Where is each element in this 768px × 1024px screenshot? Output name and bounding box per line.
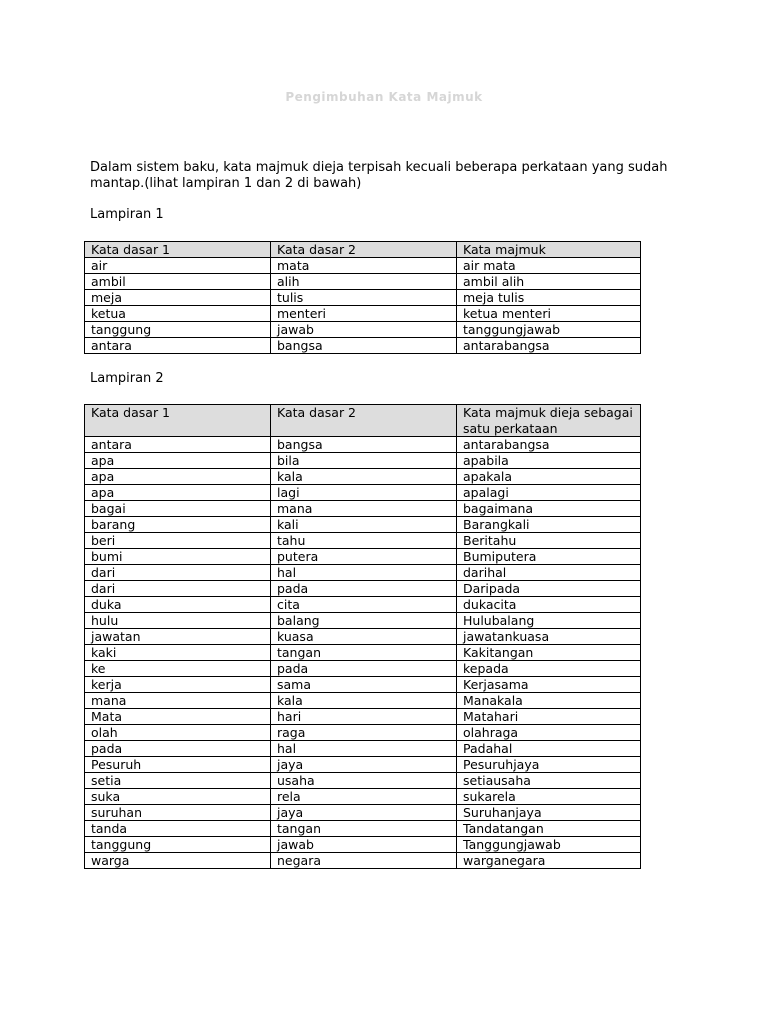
header-kata-dasar-2: Kata dasar 2 <box>271 405 457 437</box>
cell-kata-dasar-1: bagai <box>85 501 271 517</box>
lampiran-2-label: Lampiran 2 <box>90 371 164 386</box>
table-row <box>85 821 641 837</box>
table-row <box>85 322 641 338</box>
table-row <box>85 613 641 629</box>
cell-kata-majmuk: Beritahu <box>457 533 641 549</box>
lampiran-1-body <box>85 258 641 354</box>
table-row <box>85 725 641 741</box>
table-row <box>85 437 641 453</box>
table-row <box>85 805 641 821</box>
cell-kata-majmuk: sukarela <box>457 789 641 805</box>
cell-kata-majmuk: Suruhanjaya <box>457 805 641 821</box>
cell-kata-majmuk: Hulubalang <box>457 613 641 629</box>
cell-kata-dasar-2: jawab <box>271 322 457 338</box>
cell-kata-majmuk: Pesuruhjaya <box>457 757 641 773</box>
cell-kata-dasar-1: hulu <box>85 613 271 629</box>
cell-kata-majmuk: antarabangsa <box>457 437 641 453</box>
cell-kata-majmuk: dukacita <box>457 597 641 613</box>
table-row <box>85 549 641 565</box>
cell-kata-dasar-2: tangan <box>271 821 457 837</box>
table-row <box>85 485 641 501</box>
document-title: Pengimbuhan Kata Majmuk <box>285 90 483 104</box>
cell-kata-dasar-1: barang <box>85 517 271 533</box>
cell-kata-dasar-2: cita <box>271 597 457 613</box>
cell-kata-dasar-1: meja <box>85 290 271 306</box>
table-header-row <box>85 405 641 437</box>
cell-kata-majmuk: antarabangsa <box>457 338 641 354</box>
cell-kata-dasar-2: hal <box>271 565 457 581</box>
table-header-row <box>85 242 641 258</box>
cell-kata-dasar-1: suruhan <box>85 805 271 821</box>
cell-kata-dasar-2: negara <box>271 853 457 869</box>
table-row <box>85 597 641 613</box>
cell-kata-majmuk: kepada <box>457 661 641 677</box>
table-row <box>85 581 641 597</box>
cell-kata-majmuk: Bumiputera <box>457 549 641 565</box>
cell-kata-dasar-2: menteri <box>271 306 457 322</box>
cell-kata-dasar-1: suka <box>85 789 271 805</box>
cell-kata-majmuk: apabila <box>457 453 641 469</box>
cell-kata-dasar-2: pada <box>271 581 457 597</box>
cell-kata-majmuk: darihal <box>457 565 641 581</box>
cell-kata-majmuk: Padahal <box>457 741 641 757</box>
cell-kata-dasar-1: kaki <box>85 645 271 661</box>
cell-kata-dasar-2: mata <box>271 258 457 274</box>
cell-kata-majmuk: apalagi <box>457 485 641 501</box>
cell-kata-majmuk: Manakala <box>457 693 641 709</box>
cell-kata-dasar-1: Pesuruh <box>85 757 271 773</box>
cell-kata-majmuk: Kakitangan <box>457 645 641 661</box>
cell-kata-majmuk: Daripada <box>457 581 641 597</box>
cell-kata-dasar-2: pada <box>271 661 457 677</box>
table-row <box>85 629 641 645</box>
cell-kata-dasar-1: kerja <box>85 677 271 693</box>
cell-kata-majmuk: meja tulis <box>457 290 641 306</box>
cell-kata-dasar-1: apa <box>85 485 271 501</box>
table-row <box>85 661 641 677</box>
cell-kata-majmuk: ambil alih <box>457 274 641 290</box>
cell-kata-dasar-2: kala <box>271 469 457 485</box>
table-row <box>85 853 641 869</box>
table-row <box>85 453 641 469</box>
table-row <box>85 290 641 306</box>
cell-kata-dasar-1: Mata <box>85 709 271 725</box>
lampiran-1-table <box>84 241 641 354</box>
header-kata-dasar-2: Kata dasar 2 <box>271 242 457 258</box>
cell-kata-majmuk: Barangkali <box>457 517 641 533</box>
cell-kata-dasar-2: tulis <box>271 290 457 306</box>
cell-kata-dasar-2: tangan <box>271 645 457 661</box>
table-row <box>85 274 641 290</box>
cell-kata-dasar-2: rela <box>271 789 457 805</box>
cell-kata-majmuk: air mata <box>457 258 641 274</box>
cell-kata-dasar-1: bumi <box>85 549 271 565</box>
cell-kata-dasar-2: hari <box>271 709 457 725</box>
cell-kata-majmuk: tanggungjawab <box>457 322 641 338</box>
lampiran-2-body <box>85 437 641 869</box>
cell-kata-dasar-1: air <box>85 258 271 274</box>
cell-kata-majmuk: setiausaha <box>457 773 641 789</box>
cell-kata-dasar-1: dari <box>85 565 271 581</box>
cell-kata-dasar-2: balang <box>271 613 457 629</box>
table-row <box>85 533 641 549</box>
cell-kata-dasar-1: ke <box>85 661 271 677</box>
table-row <box>85 837 641 853</box>
cell-kata-dasar-1: tanda <box>85 821 271 837</box>
cell-kata-dasar-2: bangsa <box>271 338 457 354</box>
cell-kata-dasar-2: sama <box>271 677 457 693</box>
cell-kata-dasar-2: usaha <box>271 773 457 789</box>
table-row <box>85 469 641 485</box>
cell-kata-dasar-2: jaya <box>271 757 457 773</box>
table-row <box>85 741 641 757</box>
cell-kata-dasar-2: bangsa <box>271 437 457 453</box>
cell-kata-dasar-2: jaya <box>271 805 457 821</box>
table-row <box>85 677 641 693</box>
cell-kata-dasar-2: jawab <box>271 837 457 853</box>
table-row <box>85 709 641 725</box>
cell-kata-majmuk: Tanggungjawab <box>457 837 641 853</box>
table-row <box>85 773 641 789</box>
cell-kata-dasar-1: beri <box>85 533 271 549</box>
table-row <box>85 645 641 661</box>
cell-kata-dasar-1: antara <box>85 437 271 453</box>
cell-kata-dasar-2: lagi <box>271 485 457 501</box>
cell-kata-majmuk: olahraga <box>457 725 641 741</box>
table-row <box>85 789 641 805</box>
cell-kata-dasar-1: dari <box>85 581 271 597</box>
cell-kata-dasar-1: antara <box>85 338 271 354</box>
table-row <box>85 565 641 581</box>
cell-kata-dasar-2: kala <box>271 693 457 709</box>
cell-kata-dasar-1: olah <box>85 725 271 741</box>
cell-kata-dasar-2: raga <box>271 725 457 741</box>
cell-kata-dasar-2: tahu <box>271 533 457 549</box>
lampiran-1-label: Lampiran 1 <box>90 207 164 222</box>
cell-kata-dasar-2: hal <box>271 741 457 757</box>
lampiran-2-table <box>84 404 641 869</box>
cell-kata-majmuk: Tandatangan <box>457 821 641 837</box>
cell-kata-dasar-2: kali <box>271 517 457 533</box>
table-row <box>85 693 641 709</box>
table-row <box>85 517 641 533</box>
cell-kata-dasar-1: setia <box>85 773 271 789</box>
cell-kata-dasar-1: apa <box>85 469 271 485</box>
header-kata-majmuk-dieja: Kata majmuk dieja sebagai satu perkataan <box>457 405 641 437</box>
cell-kata-dasar-1: jawatan <box>85 629 271 645</box>
cell-kata-dasar-2: kuasa <box>271 629 457 645</box>
cell-kata-majmuk: apakala <box>457 469 641 485</box>
cell-kata-dasar-1: tanggung <box>85 837 271 853</box>
cell-kata-dasar-1: pada <box>85 741 271 757</box>
cell-kata-dasar-1: tanggung <box>85 322 271 338</box>
cell-kata-majmuk: Kerjasama <box>457 677 641 693</box>
cell-kata-majmuk: jawatankuasa <box>457 629 641 645</box>
intro-paragraph: Dalam sistem baku, kata majmuk dieja terpisah kecuali beberapa perkataan yang sudah mantap.(lihat lampiran 1 dan 2 di bawah) <box>90 160 668 191</box>
table-row <box>85 338 641 354</box>
cell-kata-dasar-1: apa <box>85 453 271 469</box>
header-kata-dasar-1: Kata dasar 1 <box>85 405 271 437</box>
cell-kata-majmuk: ketua menteri <box>457 306 641 322</box>
cell-kata-dasar-2: mana <box>271 501 457 517</box>
header-kata-majmuk: Kata majmuk <box>457 242 641 258</box>
table-row <box>85 501 641 517</box>
cell-kata-dasar-1: mana <box>85 693 271 709</box>
cell-kata-dasar-2: putera <box>271 549 457 565</box>
cell-kata-dasar-1: duka <box>85 597 271 613</box>
header-kata-dasar-1: Kata dasar 1 <box>85 242 271 258</box>
cell-kata-majmuk: bagaimana <box>457 501 641 517</box>
table-row <box>85 757 641 773</box>
cell-kata-majmuk: Matahari <box>457 709 641 725</box>
table-row <box>85 258 641 274</box>
cell-kata-majmuk: warganegara <box>457 853 641 869</box>
table-row <box>85 306 641 322</box>
cell-kata-dasar-1: ambil <box>85 274 271 290</box>
cell-kata-dasar-1: ketua <box>85 306 271 322</box>
cell-kata-dasar-2: bila <box>271 453 457 469</box>
cell-kata-dasar-1: warga <box>85 853 271 869</box>
cell-kata-dasar-2: alih <box>271 274 457 290</box>
